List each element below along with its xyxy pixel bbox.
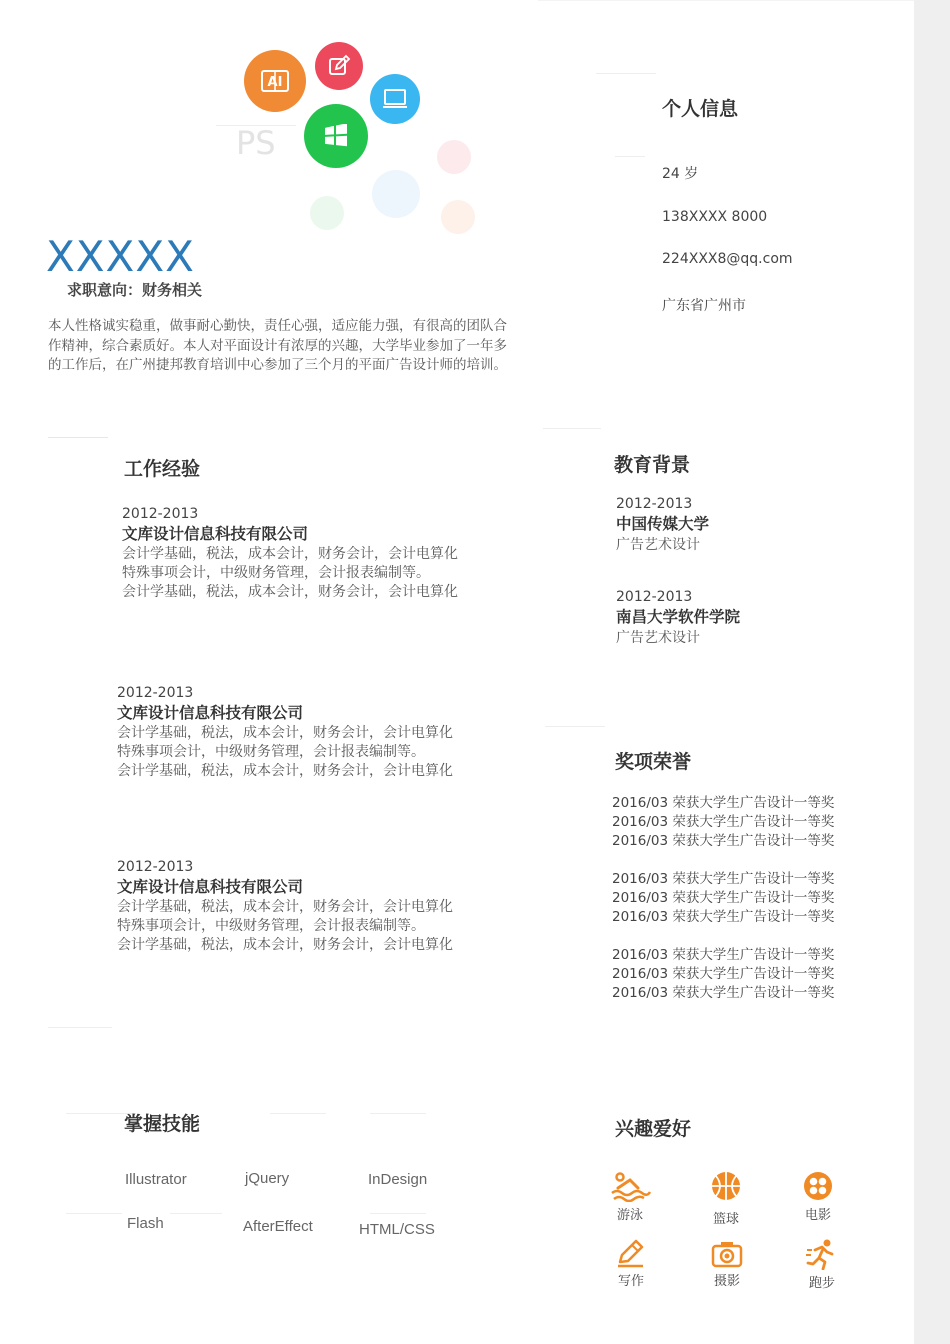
- work-description-line: 特殊事项会计，中级财务管理，会计报表编制等。: [122, 565, 430, 581]
- work-company: 文库设计信息科技有限公司: [117, 704, 304, 722]
- hobbies-title: 兴趣爱好: [615, 1118, 692, 1140]
- award-item: 2016/03 荣获大学生广告设计一等奖: [612, 985, 835, 1001]
- job-intent: 求职意向：财务相关: [67, 281, 203, 299]
- running-icon: [805, 1238, 839, 1270]
- divider-line: [615, 156, 645, 157]
- award-group: [612, 794, 892, 851]
- pencil-icon: [615, 1238, 647, 1268]
- decorative-bubble: [310, 196, 344, 230]
- age-value: 24 岁: [662, 166, 699, 182]
- award-item: 2016/03 荣获大学生广告设计一等奖: [612, 814, 835, 830]
- divider-line: [48, 437, 108, 438]
- hobby-label: 电影: [804, 1208, 831, 1223]
- work-experience-title: 工作经验: [124, 458, 201, 480]
- award-item: 2016/03 荣获大学生广告设计一等奖: [612, 909, 835, 925]
- hobby-item-writing: [601, 1238, 661, 1289]
- edit-icon: [315, 42, 363, 90]
- education-major: 广告艺术设计: [616, 537, 700, 553]
- divider-line: [48, 1027, 112, 1028]
- page-side-strip: [914, 0, 950, 1344]
- education-item: [616, 494, 866, 555]
- divider-line: [370, 1113, 426, 1114]
- basketball-icon: [710, 1170, 742, 1202]
- hobby-label: 跑步: [808, 1276, 835, 1291]
- hobby-item-photography: [697, 1240, 757, 1289]
- skill-item: AfterEffect: [243, 1218, 313, 1235]
- phone-value: 138XXXX 8000: [662, 209, 768, 225]
- skill-item: jQuery: [245, 1170, 290, 1187]
- svg-text:AI: AI: [267, 75, 283, 90]
- hobby-item-running: [792, 1238, 852, 1291]
- location-value: 广东省广州市: [662, 298, 746, 314]
- skill-item: Illustrator: [125, 1171, 187, 1188]
- hobby-label: 篮球: [712, 1212, 739, 1227]
- education-major: 广告艺术设计: [616, 630, 700, 646]
- work-item: [122, 504, 502, 602]
- award-item: 2016/03 荣获大学生广告设计一等奖: [612, 947, 835, 963]
- work-description-line: 特殊事项会计，中级财务管理，会计报表编制等。: [117, 744, 425, 760]
- work-company: 文库设计信息科技有限公司: [122, 525, 309, 543]
- email-value: 224XXX8@qq.com: [662, 251, 793, 267]
- work-description-line: 会计学基础，税法，成本会计，财务会计，会计电算化: [117, 763, 453, 779]
- work-description-line: 会计学基础，税法，成本会计，财务会计，会计电算化: [117, 725, 453, 741]
- work-item: [117, 683, 497, 781]
- skills-title: 掌握技能: [124, 1113, 201, 1135]
- award-group: [612, 870, 892, 927]
- award-item: 2016/03 荣获大学生广告设计一等奖: [612, 795, 835, 811]
- work-company: 文库设计信息科技有限公司: [117, 878, 304, 896]
- film-reel-icon: [802, 1170, 834, 1202]
- ps-software-label: PS: [236, 124, 276, 162]
- hobby-label: 摄影: [713, 1274, 740, 1289]
- divider-line: [596, 73, 656, 74]
- swimming-icon: [608, 1170, 652, 1202]
- hobby-label: 游泳: [616, 1208, 643, 1223]
- decorative-bubble: [437, 140, 471, 174]
- hobby-item-basketball: [696, 1170, 756, 1227]
- award-item: 2016/03 荣获大学生广告设计一等奖: [612, 833, 835, 849]
- award-item: 2016/03 荣获大学生广告设计一等奖: [612, 966, 835, 982]
- award-item: 2016/03 荣获大学生广告设计一等奖: [612, 890, 835, 906]
- education-period: 2012-2013: [616, 496, 693, 512]
- education-period: 2012-2013: [616, 589, 693, 605]
- self-introduction: 本人性格诚实稳重，做事耐心勤快，责任心强，适应能力强，有很高的团队合作精神，综合素质好。本人对平面设计有浓厚的兴趣，大学毕业参加了一年多的工作后，在广州捷邦教育培训中心参加了三个月的平面广告设计师的培训。: [48, 318, 507, 373]
- divider-line: [370, 1213, 426, 1214]
- hobby-item-swimming: [600, 1170, 660, 1223]
- decorative-bubble: [441, 200, 475, 234]
- awards-title: 奖项荣誉: [615, 751, 692, 773]
- education-title: 教育背景: [614, 454, 691, 476]
- education-item: [616, 587, 866, 648]
- work-item: [117, 857, 497, 955]
- education-school: 南昌大学软件学院: [616, 608, 741, 626]
- divider-line: [538, 0, 914, 1]
- ai-software-icon: [244, 50, 306, 112]
- hobby-label: 写作: [617, 1274, 644, 1289]
- work-period: 2012-2013: [122, 506, 199, 522]
- decorative-bubble: [372, 170, 420, 218]
- divider-line: [545, 726, 605, 727]
- skill-item: InDesign: [368, 1171, 428, 1188]
- camera-icon: [711, 1240, 743, 1268]
- education-school: 中国传媒大学: [616, 515, 710, 533]
- work-period: 2012-2013: [117, 859, 194, 875]
- windows-icon: [304, 104, 368, 168]
- work-description-line: 会计学基础，税法，成本会计，财务会计，会计电算化: [117, 899, 453, 915]
- work-description-line: 会计学基础，税法，成本会计，财务会计，会计电算化: [122, 584, 458, 600]
- skill-item: HTML/CSS: [359, 1221, 435, 1238]
- computer-icon: [370, 74, 420, 124]
- skill-item: Flash: [127, 1215, 164, 1232]
- divider-line: [170, 1213, 222, 1214]
- personal-info-title: 个人信息: [662, 98, 739, 120]
- divider-line: [66, 1213, 122, 1214]
- divider-line: [270, 1113, 326, 1114]
- work-description-line: 会计学基础，税法，成本会计，财务会计，会计电算化: [122, 546, 458, 562]
- hobby-item-movie: [788, 1170, 848, 1223]
- work-description-line: 特殊事项会计，中级财务管理，会计报表编制等。: [117, 918, 425, 934]
- divider-line: [543, 428, 601, 429]
- work-period: 2012-2013: [117, 685, 194, 701]
- work-description-line: 会计学基础，税法，成本会计，财务会计，会计电算化: [117, 937, 453, 953]
- candidate-name: XXXXX: [46, 232, 195, 281]
- award-item: 2016/03 荣获大学生广告设计一等奖: [612, 871, 835, 887]
- award-group: [612, 946, 892, 1003]
